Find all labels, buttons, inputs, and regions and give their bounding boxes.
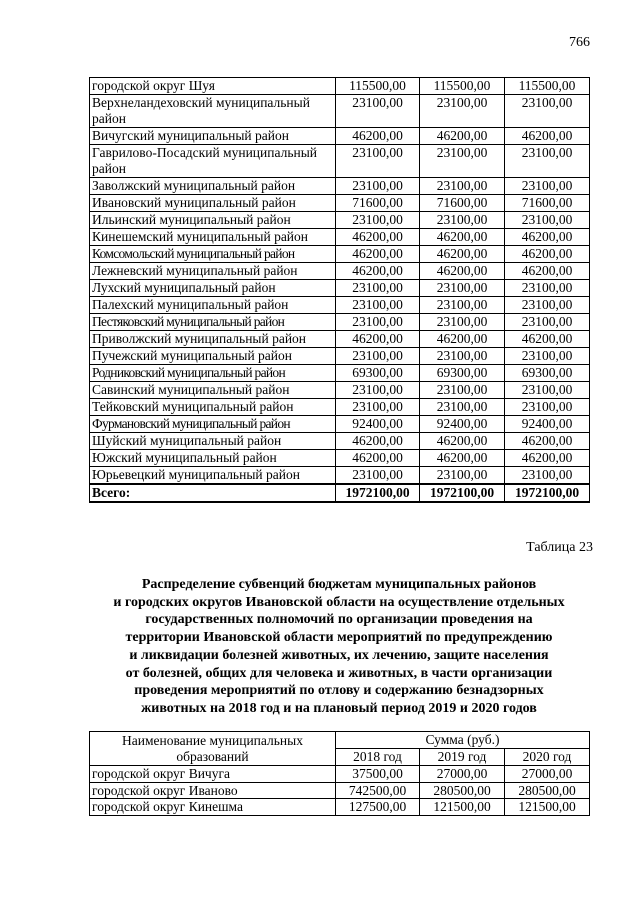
amount-cell: 23100,00 xyxy=(505,212,590,229)
amount-cell: 46200,00 xyxy=(420,128,505,145)
amount-cell: 46200,00 xyxy=(505,331,590,348)
amount-cell: 742500,00 xyxy=(336,782,420,799)
municipality-name: городской округ Кинешма xyxy=(90,799,336,816)
total-amount: 1972100,00 xyxy=(505,484,590,502)
title-line: и городских округов Ивановской области на осуществление отдельных xyxy=(113,594,565,610)
total-amount: 1972100,00 xyxy=(336,484,420,502)
amount-cell: 23100,00 xyxy=(420,95,505,128)
amount-cell: 46200,00 xyxy=(420,246,505,263)
municipality-name: Савинский муниципальный район xyxy=(90,382,336,399)
amount-cell: 69300,00 xyxy=(505,365,590,382)
title-line: территории Ивановской области мероприятий по предупреждению xyxy=(125,630,553,646)
amount-cell: 27000,00 xyxy=(505,766,590,783)
municipality-name: Южский муниципальный район xyxy=(90,450,336,467)
title-line: государственных полномочий по организации проведения на xyxy=(145,612,533,628)
amount-cell: 92400,00 xyxy=(505,416,590,433)
amount-cell: 46200,00 xyxy=(336,263,420,280)
title-line: животных на 2018 год и на плановый период 2019 и 2020 годов xyxy=(141,700,537,716)
municipality-name: Юрьевецкий муниципальный район xyxy=(90,467,336,485)
subvention-table-animals xyxy=(89,731,590,816)
amount-cell: 23100,00 xyxy=(336,399,420,416)
amount-cell: 37500,00 xyxy=(336,766,420,783)
amount-cell: 127500,00 xyxy=(336,799,420,816)
title-line: от болезней, общих для человека и животных, в части организации xyxy=(125,665,553,681)
table-row xyxy=(90,416,590,433)
municipality-name: Ивановский муниципальный район xyxy=(90,195,336,212)
amount-cell: 46200,00 xyxy=(336,246,420,263)
municipality-name: Заволжский муниципальный район xyxy=(90,178,336,195)
total-row xyxy=(90,484,590,502)
table-row xyxy=(90,331,590,348)
table-row xyxy=(90,450,590,467)
amount-cell: 46200,00 xyxy=(505,128,590,145)
amount-cell: 23100,00 xyxy=(420,178,505,195)
amount-cell: 46200,00 xyxy=(336,331,420,348)
title-line: и ликвидации болезней животных, их лечению, защите населения xyxy=(129,647,549,663)
amount-cell: 46200,00 xyxy=(336,450,420,467)
table-row xyxy=(90,399,590,416)
amount-cell: 23100,00 xyxy=(336,348,420,365)
amount-cell: 23100,00 xyxy=(336,145,420,178)
title-line: Распределение субвенций бюджетам муниципальных районов xyxy=(141,577,537,592)
municipality-name: Лухский муниципальный район xyxy=(90,280,336,297)
table-row xyxy=(90,280,590,297)
municipality-name: Верхнеландеховский муниципальный район xyxy=(90,95,336,128)
amount-cell: 23100,00 xyxy=(336,280,420,297)
amount-cell: 23100,00 xyxy=(505,95,590,128)
amount-cell: 23100,00 xyxy=(336,95,420,128)
municipality-name: городской округ Иваново xyxy=(90,782,336,799)
table-row xyxy=(90,799,590,816)
amount-cell: 46200,00 xyxy=(420,229,505,246)
municipality-name: Приволжский муниципальный район xyxy=(90,331,336,348)
amount-cell: 71600,00 xyxy=(505,195,590,212)
municipality-name: Комсомольский муниципальный район xyxy=(90,246,336,263)
table-title xyxy=(89,576,589,718)
table-caption: Таблица 23 xyxy=(526,540,593,555)
amount-cell: 69300,00 xyxy=(336,365,420,382)
table-row xyxy=(90,263,590,280)
amount-cell: 23100,00 xyxy=(336,314,420,331)
municipality-name: Шуйский муниципальный район xyxy=(90,433,336,450)
municipality-name: городской округ Вичуга xyxy=(90,766,336,783)
amount-cell: 23100,00 xyxy=(336,212,420,229)
table-row xyxy=(90,382,590,399)
amount-cell: 280500,00 xyxy=(420,782,505,799)
table-row xyxy=(90,433,590,450)
municipality-name: Пестяковский муниципальный район xyxy=(90,314,336,331)
amount-cell: 23100,00 xyxy=(420,348,505,365)
amount-cell: 23100,00 xyxy=(420,145,505,178)
amount-cell: 46200,00 xyxy=(420,331,505,348)
amount-cell: 27000,00 xyxy=(420,766,505,783)
amount-cell: 115500,00 xyxy=(505,78,590,95)
table-row xyxy=(90,766,590,783)
municipality-name: Тейковский муниципальный район xyxy=(90,399,336,416)
table-row xyxy=(90,195,590,212)
municipality-name: Вичугский муниципальный район xyxy=(90,128,336,145)
table-row xyxy=(90,314,590,331)
amount-cell: 23100,00 xyxy=(420,382,505,399)
amount-cell: 23100,00 xyxy=(505,145,590,178)
amount-cell: 23100,00 xyxy=(336,382,420,399)
amount-cell: 115500,00 xyxy=(336,78,420,95)
table-row xyxy=(90,246,590,263)
amount-cell: 23100,00 xyxy=(505,314,590,331)
municipality-name: Палехский муниципальный район xyxy=(90,297,336,314)
amount-cell: 23100,00 xyxy=(505,178,590,195)
municipality-name: Родниковский муниципальный район xyxy=(90,365,336,382)
amount-cell: 23100,00 xyxy=(420,314,505,331)
amount-cell: 46200,00 xyxy=(505,246,590,263)
amount-cell: 46200,00 xyxy=(420,450,505,467)
amount-cell: 280500,00 xyxy=(505,782,590,799)
amount-cell: 46200,00 xyxy=(336,229,420,246)
municipality-name: Гаврилово-Посадский муниципальный район xyxy=(90,145,336,178)
table-row xyxy=(90,782,590,799)
amount-cell: 23100,00 xyxy=(420,280,505,297)
amount-cell: 46200,00 xyxy=(420,433,505,450)
table-row xyxy=(90,95,590,128)
amount-cell: 23100,00 xyxy=(505,280,590,297)
amount-cell: 46200,00 xyxy=(420,263,505,280)
municipality-name: городской округ Шуя xyxy=(90,78,336,95)
amount-cell: 71600,00 xyxy=(420,195,505,212)
page-number: 766 xyxy=(569,35,590,50)
amount-cell: 46200,00 xyxy=(505,263,590,280)
amount-cell: 23100,00 xyxy=(505,382,590,399)
table-row xyxy=(90,297,590,314)
amount-cell: 23100,00 xyxy=(336,297,420,314)
municipality-name: Лежневский муниципальный район xyxy=(90,263,336,280)
amount-cell: 71600,00 xyxy=(336,195,420,212)
amount-cell: 23100,00 xyxy=(505,399,590,416)
amount-cell: 23100,00 xyxy=(420,297,505,314)
table-row xyxy=(90,229,590,246)
municipality-name: Фурмановский муниципальный район xyxy=(90,416,336,433)
amount-cell: 23100,00 xyxy=(505,297,590,314)
municipality-name: Пучежский муниципальный район xyxy=(90,348,336,365)
header-municipality: Наименование муниципальных образований xyxy=(90,732,336,766)
header-year: 2018 год xyxy=(336,749,420,766)
amount-cell: 46200,00 xyxy=(505,229,590,246)
table-row xyxy=(90,78,590,95)
header-year: 2019 год xyxy=(420,749,505,766)
amount-cell: 23100,00 xyxy=(505,348,590,365)
table-row xyxy=(90,145,590,178)
amount-cell: 121500,00 xyxy=(505,799,590,816)
amount-cell: 23100,00 xyxy=(420,212,505,229)
amount-cell: 92400,00 xyxy=(420,416,505,433)
municipality-name: Кинешемский муниципальный район xyxy=(90,229,336,246)
table-row xyxy=(90,365,590,382)
table-row xyxy=(90,212,590,229)
title-line: проведения мероприятий по отлову и содержанию безнадзорных xyxy=(134,683,544,699)
amount-cell: 46200,00 xyxy=(336,128,420,145)
table-row xyxy=(90,467,590,485)
amount-cell: 23100,00 xyxy=(420,399,505,416)
amount-cell: 23100,00 xyxy=(420,467,505,485)
table-row xyxy=(90,128,590,145)
amount-cell: 23100,00 xyxy=(505,467,590,485)
amount-cell: 23100,00 xyxy=(336,467,420,485)
amount-cell: 23100,00 xyxy=(336,178,420,195)
subvention-table-continued xyxy=(89,77,590,503)
amount-cell: 115500,00 xyxy=(420,78,505,95)
amount-cell: 69300,00 xyxy=(420,365,505,382)
amount-cell: 46200,00 xyxy=(505,433,590,450)
amount-cell: 121500,00 xyxy=(420,799,505,816)
amount-cell: 92400,00 xyxy=(336,416,420,433)
total-amount: 1972100,00 xyxy=(420,484,505,502)
header-sum: Сумма (руб.) xyxy=(336,732,590,749)
amount-cell: 46200,00 xyxy=(336,433,420,450)
header-year: 2020 год xyxy=(505,749,590,766)
amount-cell: 46200,00 xyxy=(505,450,590,467)
table-row xyxy=(90,178,590,195)
municipality-name: Ильинский муниципальный район xyxy=(90,212,336,229)
total-label: Всего: xyxy=(90,484,336,502)
table-row xyxy=(90,348,590,365)
